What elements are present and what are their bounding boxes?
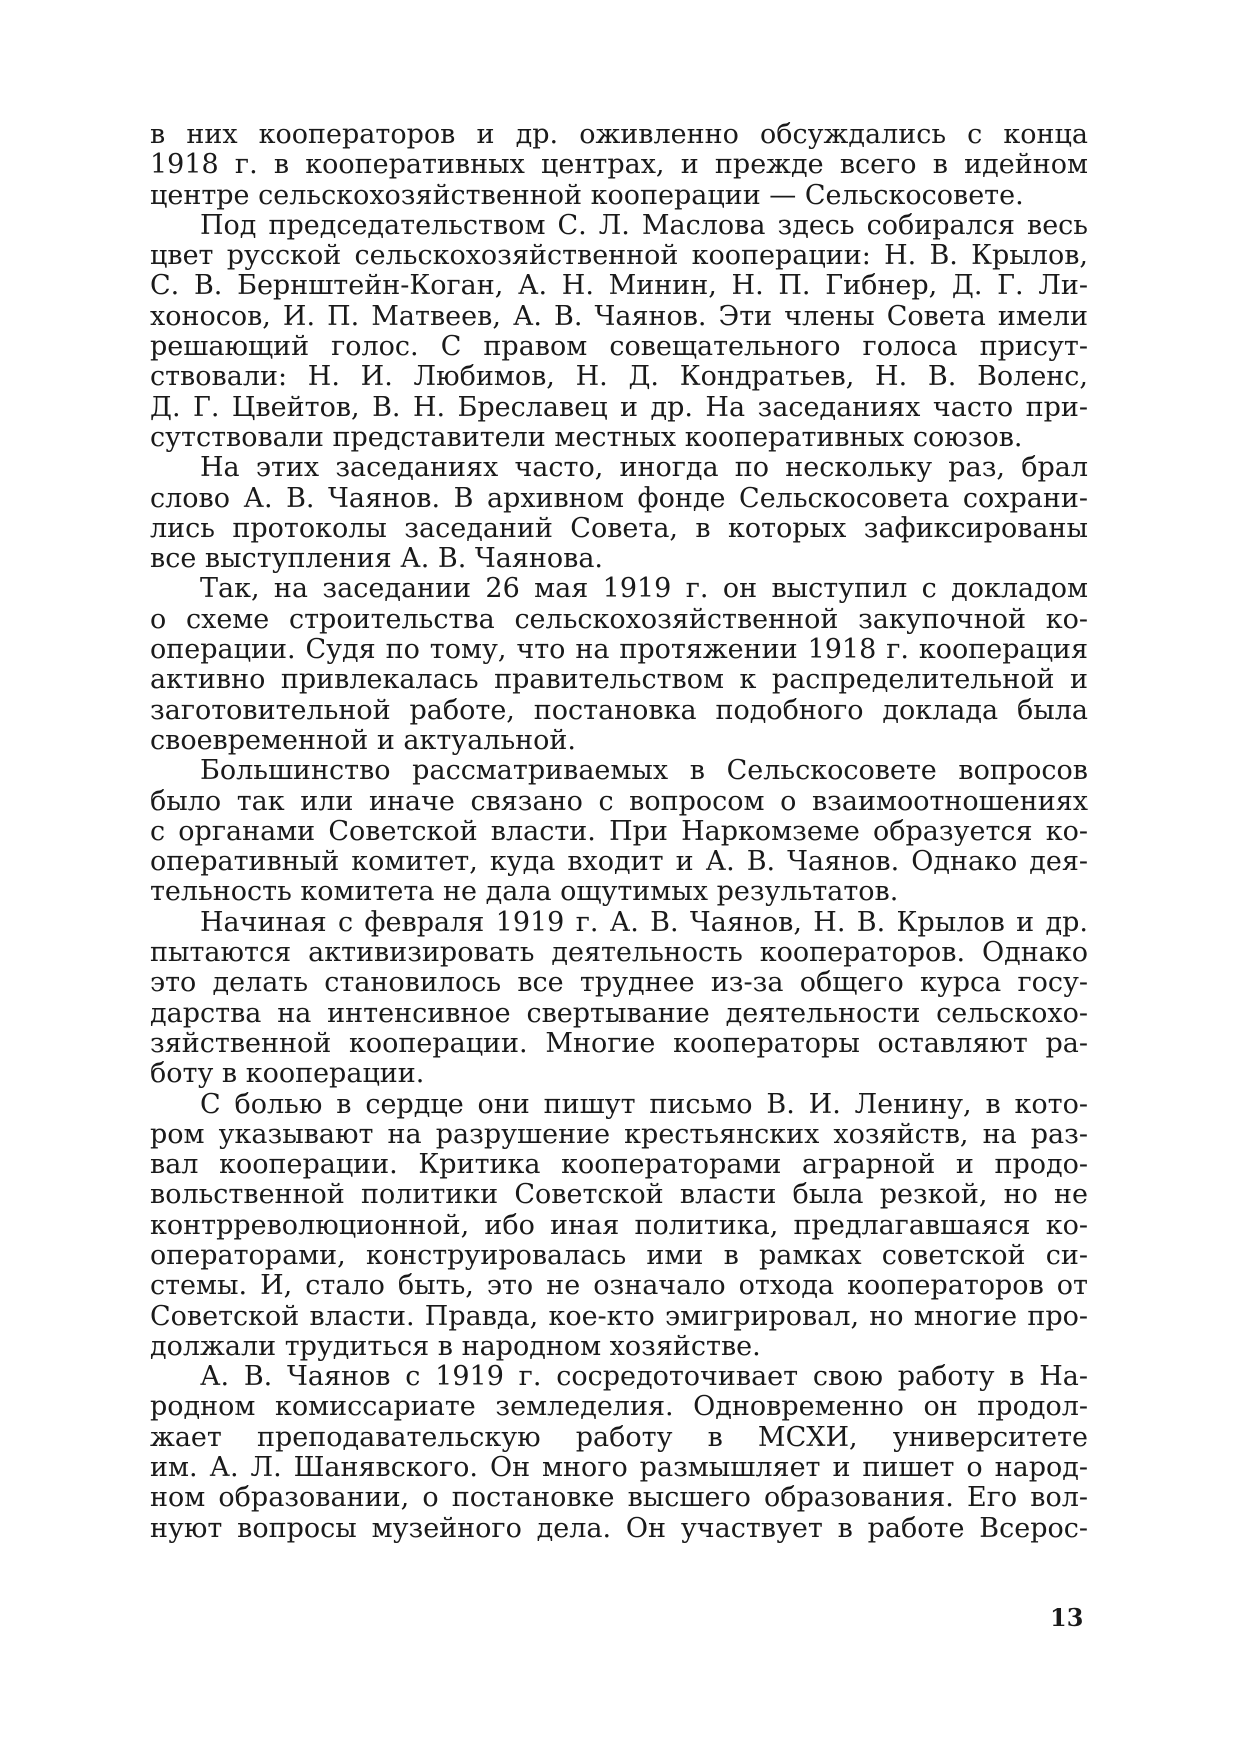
text-line: все выступления А. В. Чаянова. bbox=[150, 543, 604, 575]
text-line: Начиная с февраля 1919 г. А. В. Чаянов, Н. В. Крылов и др. bbox=[200, 906, 1088, 938]
text-line: жает преподавательскую работу в МСХИ, университете bbox=[150, 1421, 1088, 1453]
text-line: операторами, конструировалась ими в рамках советской си- bbox=[150, 1239, 1088, 1271]
text-line: это делать становилось все труднее из-за общего курса госу- bbox=[150, 967, 1088, 999]
text-line: ром указывают на разрушение крестьянских хозяйств, на раз- bbox=[150, 1118, 1088, 1150]
text-line: вольственной политики Советской власти была резкой, но не bbox=[150, 1179, 1088, 1211]
text-line: С болью в сердце они пишут письмо В. И. Ленину, в кото- bbox=[200, 1088, 1088, 1120]
text-line: Так, на заседании 26 мая 1919 г. он выступил с докладом bbox=[200, 573, 1088, 605]
text-line: цвет русской сельскохозяйственной кооперации: Н. В. Крылов, bbox=[150, 240, 1088, 272]
text-line: 1918 г. в кооперативных центрах, и прежде всего в идейном bbox=[150, 149, 1088, 181]
text-line: А. В. Чаянов с 1919 г. сосредоточивает свою работу в На- bbox=[200, 1361, 1088, 1393]
text-line: сутствовали представители местных кооперативных союзов. bbox=[150, 421, 1023, 453]
paragraph-0 bbox=[150, 120, 1088, 211]
paragraph-2 bbox=[150, 453, 1088, 574]
text-line: активно привлекалась правительством к распределительной и bbox=[150, 664, 1088, 696]
text-line: было так или иначе связано с вопросом о взаимоотношениях bbox=[150, 785, 1088, 817]
text-line: стемы. И, стало быть, это не означало отхода кооператоров от bbox=[150, 1270, 1088, 1302]
text-line: боту в кооперации. bbox=[150, 1058, 425, 1090]
text-line: ном образовании, о постановке высшего образования. Его вол- bbox=[150, 1482, 1088, 1514]
text-line: родном комиссариате земледелия. Одновременно он продол- bbox=[150, 1391, 1088, 1423]
text-line: решающий голос. С правом совещательного голоса присут- bbox=[150, 331, 1088, 363]
text-line: оперативный комитет, куда входит и А. В. Чаянов. Однако дея- bbox=[150, 846, 1088, 878]
text-line: хоносов, И. П. Матвеев, А. В. Чаянов. Эти члены Совета имели bbox=[150, 300, 1088, 332]
text-line: о схеме строительства сельскохозяйственной закупочной ко- bbox=[150, 603, 1088, 635]
text-line: Под председательством С. Л. Маслова здесь собирался весь bbox=[200, 209, 1088, 241]
text-line: На этих заседаниях часто, иногда по нескольку раз, брал bbox=[200, 452, 1088, 484]
paragraph-6 bbox=[150, 1090, 1088, 1363]
text-line: в них кооператоров и др. оживленно обсуждались с конца bbox=[150, 119, 1088, 150]
paragraph-3 bbox=[150, 574, 1088, 756]
text-line: тельность комитета не дала ощутимых результатов. bbox=[150, 876, 899, 908]
page-text bbox=[150, 120, 1088, 1544]
text-line: им. А. Л. Шанявского. Он много размышляет и пишет о народ- bbox=[150, 1452, 1088, 1484]
paragraph-7 bbox=[150, 1362, 1088, 1544]
text-line: пытаются активизировать деятельность кооператоров. Однако bbox=[150, 937, 1088, 969]
text-line: своевременной и актуальной. bbox=[150, 724, 576, 756]
text-line: с органами Советской власти. При Наркомземе образуется ко- bbox=[150, 815, 1088, 847]
text-line: слово А. В. Чаянов. В архивном фонде Сельскосовета сохрани- bbox=[150, 482, 1088, 514]
text-line: операции. Судя по тому, что на протяжении 1918 г. кооперация bbox=[150, 634, 1088, 666]
paragraph-5 bbox=[150, 908, 1088, 1090]
text-line: вал кооперации. Критика кооператорами аграрной и продо- bbox=[150, 1149, 1088, 1181]
text-line: контрреволюционной, ибо иная политика, предлагавшаяся ко- bbox=[150, 1209, 1088, 1241]
text-line: зяйственной кооперации. Многие кооператоры оставляют ра- bbox=[150, 1027, 1088, 1059]
paragraph-1 bbox=[150, 211, 1088, 453]
text-line: заготовительной работе, постановка подобного доклада была bbox=[150, 694, 1088, 726]
text-line: лись протоколы заседаний Совета, в которых зафиксированы bbox=[150, 512, 1088, 544]
text-line: должали трудиться в народном хозяйстве. bbox=[150, 1330, 761, 1362]
text-line: центре сельскохозяйственной кооперации — Сельскосовете. bbox=[150, 179, 1024, 211]
text-line: ствовали: Н. И. Любимов, Н. Д. Кондратьев, Н. В. Воленс, bbox=[150, 361, 1088, 393]
text-line: Д. Г. Цвейтов, В. Н. Бреславец и др. На заседаниях часто при- bbox=[150, 391, 1088, 423]
text-line: дарства на интенсивное свертывание деятельности сельскохо- bbox=[150, 997, 1088, 1029]
text-line: нуют вопросы музейного дела. Он участвует в работе Всерос- bbox=[150, 1512, 1088, 1544]
text-line: Большинство рассматриваемых в Сельскосовете вопросов bbox=[200, 755, 1088, 787]
paragraph-4 bbox=[150, 756, 1088, 907]
text-line: Советской власти. Правда, кое-кто эмигрировал, но многие про- bbox=[150, 1300, 1088, 1332]
text-line: С. В. Бернштейн-Коган, А. Н. Минин, Н. П. Гибнер, Д. Г. Ли- bbox=[150, 270, 1088, 302]
page-number: 13 bbox=[1050, 1603, 1084, 1632]
